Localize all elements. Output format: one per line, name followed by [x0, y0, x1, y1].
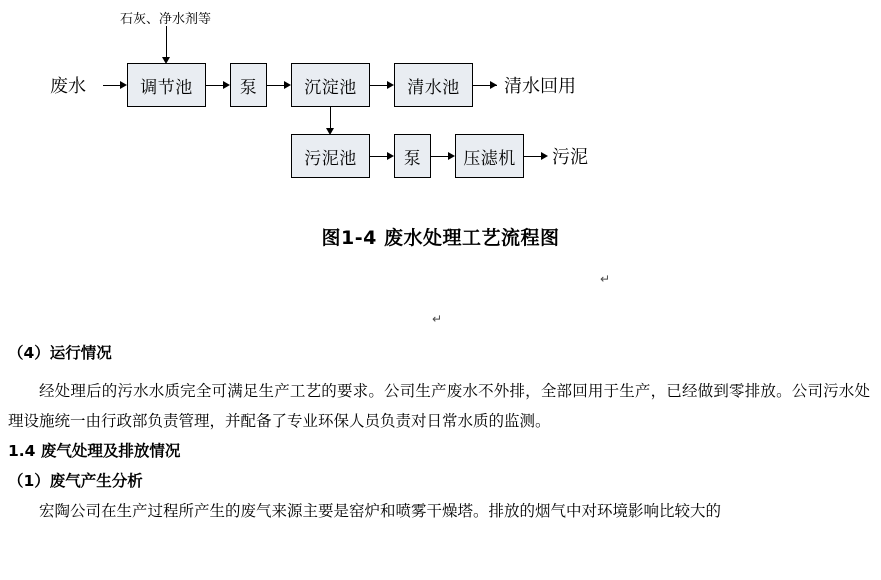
arrow-input-to-tank — [120, 81, 127, 89]
diagram-top-reagent-label: 石灰、净水剂等 — [120, 12, 212, 27]
arrow-pump1-to-sedimentation — [284, 81, 291, 89]
paragraph-mark-2: ↵ — [432, 312, 443, 326]
connector-sedimentation-down — [330, 107, 331, 128]
box-yalvji: 压滤机 — [455, 134, 524, 178]
arrow-filterpress-to-sludge-out — [541, 152, 548, 160]
diagram-output-clear-water-label: 清水回用 — [504, 76, 576, 97]
process-flow-diagram — [0, 0, 881, 200]
connector-reagent-vertical — [166, 26, 167, 57]
arrow-clearwater-to-reuse — [490, 81, 497, 89]
document-body — [8, 338, 870, 526]
diagram-input-label: 废水 — [50, 76, 86, 97]
box-qingshuichi: 清水池 — [394, 63, 473, 107]
box-wunichi: 污泥池 — [291, 134, 370, 178]
spacer — [8, 368, 870, 376]
paragraph-mark-1: ↵ — [600, 272, 611, 286]
section-heading-1-4: 1.4 废气处理及排放情况 — [8, 442, 181, 460]
arrow-sludge-to-pump2 — [387, 152, 394, 160]
box-chendianchi: 沉淀池 — [291, 63, 370, 107]
paragraph-exhaust-analysis: 宏陶公司在生产过程所产生的废气来源主要是窑炉和喷雾干燥塔。排放的烟气中对环境影响比较大的 — [39, 502, 722, 520]
section-heading-4: （4）运行情况 — [8, 344, 112, 362]
figure-caption: 图1-4 废水处理工艺流程图 — [321, 227, 560, 249]
box-beng-1: 泵 — [230, 63, 267, 107]
box-tiaojiechi: 调节池 — [127, 63, 206, 107]
section-heading-1: （1）废气产生分析 — [8, 472, 143, 490]
paragraph-operation-status: 经处理后的污水水质完全可满足生产工艺的要求。公司生产废水不外排，全部回用于生产，已经做到零排放。公司污水处理设施统一由行政部负责管理，并配备了专业环保人员负责对日常水质的监测。 — [8, 382, 870, 430]
arrow-pump2-to-filterpress — [448, 152, 455, 160]
arrow-tank-to-pump1 — [223, 81, 230, 89]
box-beng-2: 泵 — [394, 134, 431, 178]
diagram-output-sludge-label: 污泥 — [552, 147, 588, 168]
arrow-sedimentation-to-clearwater — [387, 81, 394, 89]
